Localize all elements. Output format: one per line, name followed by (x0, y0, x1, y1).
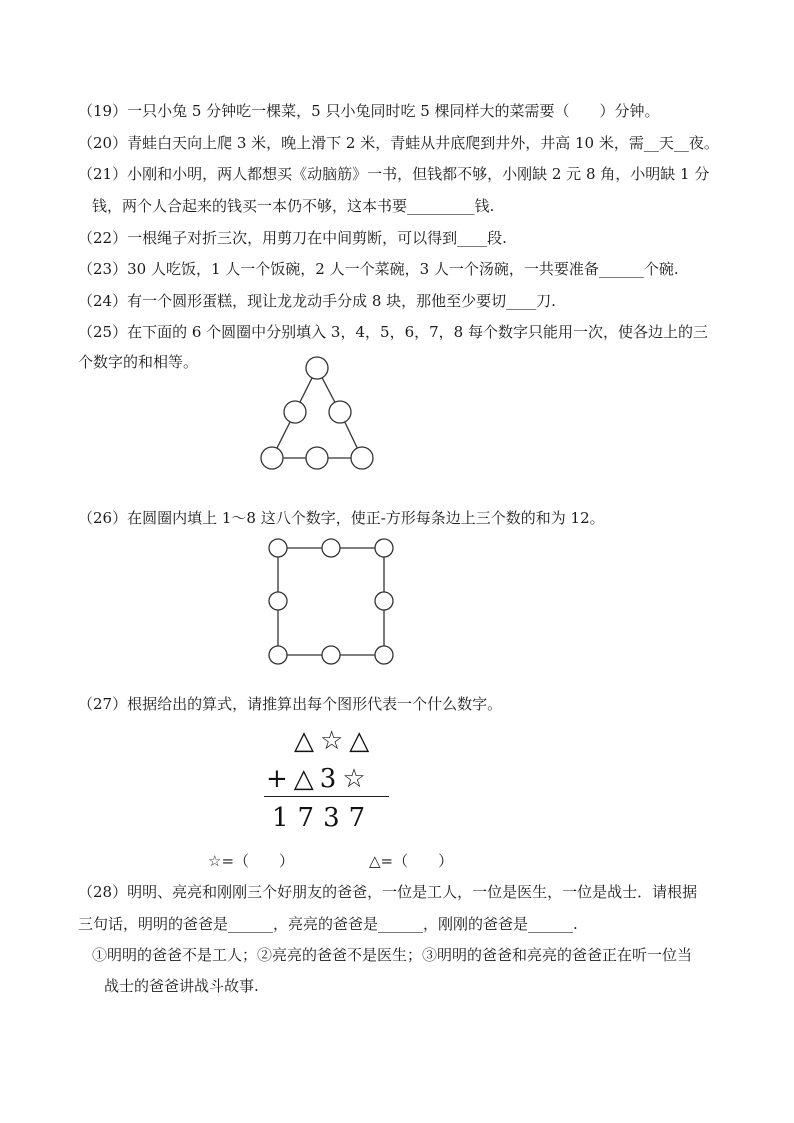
problem-28-line1: （28）明明、亮亮和刚刚三个好朋友的爸爸，一位是工人，一位是医生，一位是战士．请根据 (78, 883, 698, 901)
square-circle-bottom-right[interactable] (375, 646, 393, 664)
square-circle-top-left[interactable] (269, 539, 287, 557)
equation-row-2: +△3☆ (266, 764, 372, 794)
problem-20: （20）青蛙白天向上爬 3 米，晚上滑下 2 米，青蛙从井底爬到井外，井高 10 米，需__天__夜。 (78, 134, 719, 152)
equation-divider (264, 796, 389, 797)
triangle-circle-bottom-mid[interactable] (306, 447, 328, 469)
triangle-circle-right-mid[interactable] (329, 401, 351, 423)
problem-25-line1: （25）在下面的 6 个圆圈中分别填入 3，4，5，6，7，8 每个数字只能用一次，使各边上的三 (78, 323, 708, 341)
square-circle-top-mid[interactable] (322, 539, 340, 557)
triangle-answer[interactable]: △=（ ） (369, 852, 454, 870)
problem-28-clue-line1: ①明明的爸爸不是工人；②亮亮的爸爸不是医生；③明明的爸爸和亮亮的爸爸正在听一位当 (92, 946, 693, 964)
square-circle-bottom-left[interactable] (269, 646, 287, 664)
problem-23: （23）30 人吃饭，1 人一个饭碗，2 人一个菜碗，3 人一个汤碗，一共要准备______个碗. (78, 260, 679, 278)
problem-28-clue-line2: 战士的爸爸讲战斗故事. (104, 977, 259, 995)
problem-28-line2: 三句话，明明的爸爸是______，亮亮的爸爸是______，刚刚的爸爸是______. (78, 915, 578, 933)
square-circle-bottom-mid[interactable] (322, 646, 340, 664)
equation-result: 1737 (272, 803, 375, 833)
square-circle-top-right[interactable] (375, 539, 393, 557)
triangle-circle-figure (250, 350, 390, 475)
star-answer[interactable]: ☆=（ ） (208, 852, 295, 870)
problem-21-line1: （21）小刚和小明，两人都想买《动脑筋》一书，但钱都不够，小刚缺 2 元 8 角，小明缺 1 分 (78, 165, 710, 183)
problem-22: （22）一根绳子对折三次，用剪刀在中间剪断，可以得到____段. (78, 229, 507, 247)
problem-19: （19）一只小兔 5 分钟吃一棵菜，5 只小兔同时吃 5 棵同样大的菜需要（ ）分钟。 (78, 102, 660, 120)
square-circle-figure (262, 535, 402, 670)
triangle-circle-bottom-left[interactable] (261, 447, 283, 469)
problem-26: （26）在圆圈内填上 1～8 这八个数字，使正-方形每条边上三个数的和为 12。 (78, 509, 605, 527)
equation-row-1: △☆△ (294, 726, 376, 756)
square-circle-right-mid[interactable] (375, 592, 393, 610)
problem-27: （27）根据给出的算式，请推算出每个图形代表一个什么数字。 (78, 695, 503, 713)
square-circle-left-mid[interactable] (269, 592, 287, 610)
triangle-circle-left-mid[interactable] (284, 401, 306, 423)
problem-21-line2: 钱，两个人合起来的钱买一本仍不够，这本书要_________钱. (92, 197, 495, 215)
problem-25-line2: 个数字的和相等。 (78, 353, 199, 371)
triangle-circle-bottom-right[interactable] (351, 447, 373, 469)
triangle-circle-top[interactable] (306, 357, 328, 379)
problem-24: （24）有一个圆形蛋糕，现让龙龙动手分成 8 块，那他至少要切____刀. (78, 292, 556, 310)
